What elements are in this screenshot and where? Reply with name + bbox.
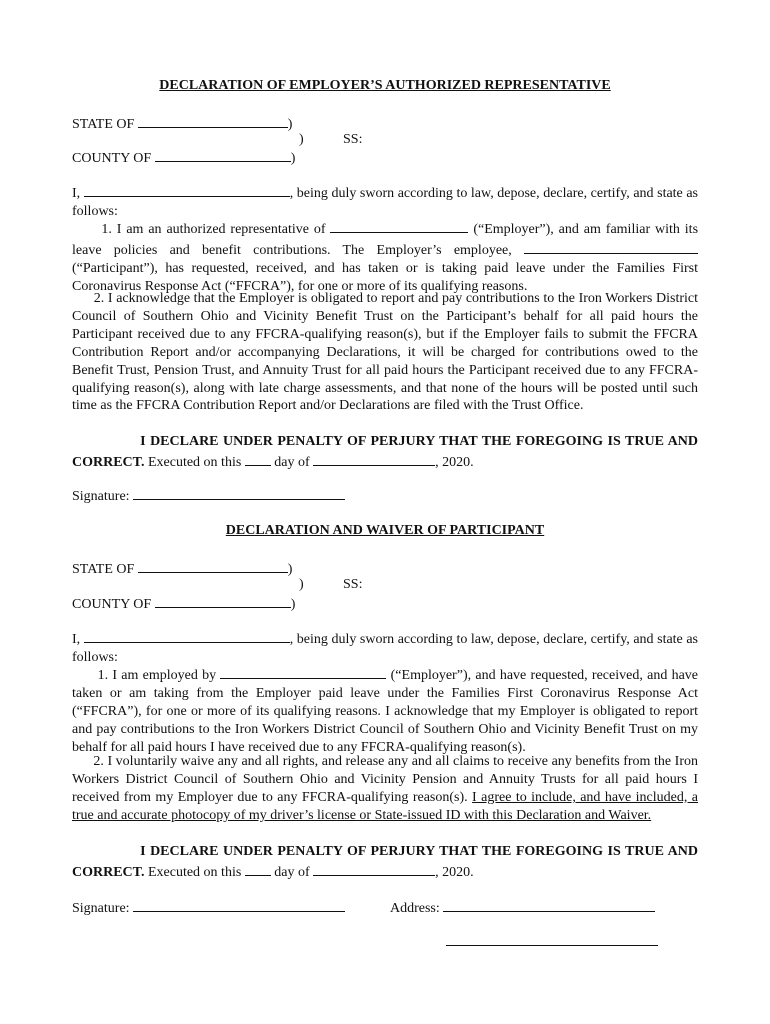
item2-text: 2. I acknowledge that the Employer is obligated to report and pay contributions to the Iron Workers District Council of Southern Ohio and Vicinity Benefit Trust on the Participant’s behalf for all paid hours the Participant received due to any FFCRA-qualifying reason(s), but if the Employer fails to submit the FFCRA Contribution Report and/or accompanying Declarations, it will be charged for contributions owed to the Benefit Trust, Pension Trust, and Annuity Trust for all paid hours the Participant received due to any FFCRA-qualifying reason(s), along with late charge assessments, and that none of the hours will be posted until such time as the FFCRA Contribution Report and/or Declarations are filed with the Trust Office. <box>72 291 698 414</box>
intro-start: I, <box>72 632 81 647</box>
declare-bold-text: I DECLARE UNDER PENALTY OF PERJURY THAT THE FOREGOING IS TRUE AND CORRECT. <box>72 844 699 880</box>
employer-item-1 <box>72 218 698 296</box>
participant-county-line <box>72 593 295 614</box>
paren: ) <box>287 562 293 577</box>
day-blank[interactable] <box>245 451 271 466</box>
item2-text: 2. I voluntarily waive any and all rights, and release any and all claims to receive any benefits from the Iron Workers District Council of Southern Ohio and Vicinity Pension and Annuity Trusts for all paid hours I received from my Employer due to any FFCRA-qualifying reason(s). <box>72 754 699 805</box>
name-blank[interactable] <box>84 182 290 197</box>
executed-text-c: , 2020. <box>435 865 474 880</box>
item1-text-a: 1. I am an authorized representative of <box>101 222 326 237</box>
signature-label: Signature: <box>72 489 130 504</box>
participant-address-line-2 <box>446 931 658 952</box>
item2-underlined-text: I agree to include, and have included, a true and accurate photocopy of my driver’s license or State-issued ID with this Declaration and Waiver. <box>72 789 698 823</box>
item1-text-b: (“Employer”), and am familiar with its leave policies and benefit contributions. The Employer’s employee, <box>72 222 699 258</box>
participant-name-blank[interactable] <box>524 239 698 254</box>
employer-declare-statement <box>72 433 698 472</box>
employer-declaration-title: DECLARATION OF EMPLOYER’S AUTHORIZED REPRESENTATIVE <box>159 78 611 93</box>
county-blank[interactable] <box>155 593 291 608</box>
employer-county-line <box>72 147 295 168</box>
employer-name-blank[interactable] <box>330 218 468 233</box>
intro-start: I, <box>72 186 81 201</box>
executed-text-b: day of <box>274 865 310 880</box>
employer-state-line <box>72 113 292 134</box>
name-blank[interactable] <box>84 628 290 643</box>
county-label: COUNTY OF <box>72 151 152 166</box>
participant-signature-line <box>72 897 345 918</box>
participant-paren-middle: ) <box>299 577 304 592</box>
participant-state-line <box>72 558 292 579</box>
state-label: STATE OF <box>72 562 135 577</box>
paren: ) <box>290 151 296 166</box>
signature-blank[interactable] <box>133 897 345 912</box>
participant-intro <box>72 628 698 667</box>
month-blank[interactable] <box>313 861 435 876</box>
item1-text-c: (“Participant”), has requested, received, and has taken or is taking paid leave under the Families First Coronavirus Response Act (“FFCRA”), for one or more of its qualifying reasons. <box>72 260 698 294</box>
participant-declare-statement <box>72 843 698 882</box>
executed-text-a: Executed on this <box>147 455 242 470</box>
address-label: Address: <box>390 901 440 916</box>
item1-text-a: 1. I am employed by <box>97 668 217 683</box>
county-blank[interactable] <box>155 147 291 162</box>
state-label: STATE OF <box>72 117 135 132</box>
participant-declaration-title: DECLARATION AND WAIVER OF PARTICIPANT <box>225 523 545 538</box>
executed-text-c: , 2020. <box>435 455 474 470</box>
address-blank-2[interactable] <box>446 931 658 946</box>
signature-blank[interactable] <box>133 485 345 500</box>
employer-ss-label: SS: <box>343 132 363 147</box>
participant-address-line <box>390 897 655 918</box>
employer-paren-middle: ) <box>299 132 304 147</box>
state-blank[interactable] <box>138 558 288 573</box>
employer-signature-line <box>72 485 345 506</box>
executed-text-a: Executed on this <box>147 865 242 880</box>
declare-bold-text: I DECLARE UNDER PENALTY OF PERJURY THAT THE FOREGOING IS TRUE AND CORRECT. <box>72 434 699 470</box>
item1-text-b: (“Employer”), and have requested, received, and have taken or am taking from the Employer paid leave under the Families First Coronavirus Response Act (“FFCRA”), for one or more of its qualifying reasons. I acknowledge that my Employer is obligated to report and pay contributions to the Iron Workers District Council of Southern Ohio and Vicinity Benefit Trust on my behalf for all paid hours I have received due to any FFCRA-qualifying reason(s). <box>72 668 699 755</box>
state-blank[interactable] <box>138 113 288 128</box>
month-blank[interactable] <box>313 451 435 466</box>
participant-ss-label: SS: <box>343 577 363 592</box>
intro-end: , being duly sworn according to law, depose, declare, certify, and state as follows: <box>72 186 698 219</box>
county-label: COUNTY OF <box>72 597 152 612</box>
day-blank[interactable] <box>245 861 271 876</box>
intro-end: , being duly sworn according to law, depose, declare, certify, and state as follows: <box>72 632 698 665</box>
employer-name-blank[interactable] <box>220 664 386 679</box>
paren: ) <box>287 117 293 132</box>
employer-item-2 <box>72 290 698 415</box>
address-blank-1[interactable] <box>443 897 655 912</box>
executed-text-b: day of <box>274 455 310 470</box>
signature-label: Signature: <box>72 901 130 916</box>
participant-item-2 <box>72 753 698 825</box>
paren: ) <box>290 597 296 612</box>
participant-item-1 <box>72 664 698 757</box>
employer-intro <box>72 182 698 221</box>
